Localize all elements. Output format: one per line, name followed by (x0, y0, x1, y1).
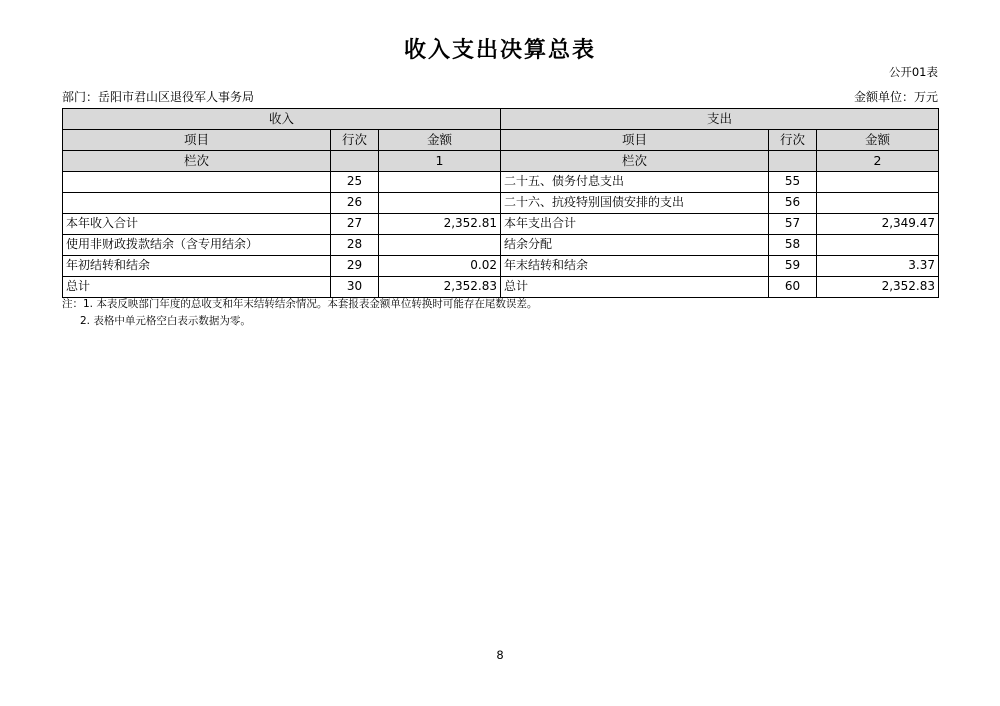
col-header-income-line: 行次 (331, 130, 379, 151)
cell-exp-line: 55 (769, 172, 817, 193)
budget-summary-table (62, 108, 939, 298)
group-header-income: 收入 (63, 109, 501, 130)
col-header-income-item: 项目 (63, 130, 331, 151)
cell-exp-item: 结余分配 (501, 235, 769, 256)
cell-exp-line: 58 (769, 235, 817, 256)
cell-income-item: 使用非财政拨款结余（含专用结余） (63, 235, 331, 256)
cell-income-line: 30 (331, 277, 379, 298)
cell-income-item: 本年收入合计 (63, 214, 331, 235)
cell-income-line: 29 (331, 256, 379, 277)
cell-exp-amount (817, 172, 939, 193)
table-row (63, 214, 939, 235)
col-header-exp-line: 行次 (769, 130, 817, 151)
table-column-header-row (63, 130, 939, 151)
cell-exp-amount: 2,349.47 (817, 214, 939, 235)
table-group-header-row (63, 109, 939, 130)
cell-exp-amount: 2,352.83 (817, 277, 939, 298)
table-column-index-row (63, 151, 939, 172)
cell-income-amount (379, 172, 501, 193)
cell-exp-item: 总计 (501, 277, 769, 298)
cell-income-amount: 2,352.83 (379, 277, 501, 298)
cell-exp-line: 59 (769, 256, 817, 277)
note-line-1: 注：1. 本表反映部门年度的总收支和年末结转结余情况。本套报表金额单位转换时可能存在尾数误差。 (62, 298, 538, 310)
cell-income-line: 25 (331, 172, 379, 193)
cell-exp-item: 本年支出合计 (501, 214, 769, 235)
group-header-expenditure: 支出 (501, 109, 939, 130)
cell-exp-amount (817, 193, 939, 214)
table-row (63, 277, 939, 298)
col-index-exp-amount: 2 (817, 151, 939, 172)
cell-income-item (63, 172, 331, 193)
col-header-exp-item: 项目 (501, 130, 769, 151)
cell-income-item: 总计 (63, 277, 331, 298)
cell-exp-line: 56 (769, 193, 817, 214)
cell-income-amount (379, 193, 501, 214)
col-index-income-amount: 1 (379, 151, 501, 172)
table-row (63, 172, 939, 193)
cell-exp-item: 年末结转和结余 (501, 256, 769, 277)
page-number: 8 (496, 648, 504, 662)
col-index-label-income: 栏次 (63, 151, 331, 172)
cell-income-amount: 2,352.81 (379, 214, 501, 235)
cell-income-line: 27 (331, 214, 379, 235)
col-index-blank-income-line (331, 151, 379, 172)
form-code-label: 公开01表 (888, 65, 938, 79)
table-row (63, 235, 939, 256)
cell-exp-item: 二十六、抗疫特别国债安排的支出 (501, 193, 769, 214)
table-row (63, 193, 939, 214)
table-notes (62, 296, 537, 330)
cell-exp-item: 二十五、债务付息支出 (501, 172, 769, 193)
page-title: 收入支出决算总表 (403, 37, 596, 63)
cell-income-line: 28 (331, 235, 379, 256)
department-label: 部门：岳阳市君山区退役军人事务局 (62, 90, 255, 104)
col-header-exp-amount: 金额 (817, 130, 939, 151)
cell-exp-line: 60 (769, 277, 817, 298)
cell-exp-amount: 3.37 (817, 256, 939, 277)
col-index-blank-exp-line (769, 151, 817, 172)
cell-exp-line: 57 (769, 214, 817, 235)
cell-income-line: 26 (331, 193, 379, 214)
cell-income-amount: 0.02 (379, 256, 501, 277)
cell-income-amount (379, 235, 501, 256)
cell-income-item (63, 193, 331, 214)
col-index-label-expenditure: 栏次 (501, 151, 769, 172)
cell-income-item: 年初结转和结余 (63, 256, 331, 277)
amount-unit-label: 金额单位：万元 (853, 90, 938, 104)
table-row (63, 256, 939, 277)
col-header-income-amount: 金额 (379, 130, 501, 151)
note-line-2: 2. 表格中单元格空白表示数据为零。 (80, 314, 251, 327)
cell-exp-amount (817, 235, 939, 256)
